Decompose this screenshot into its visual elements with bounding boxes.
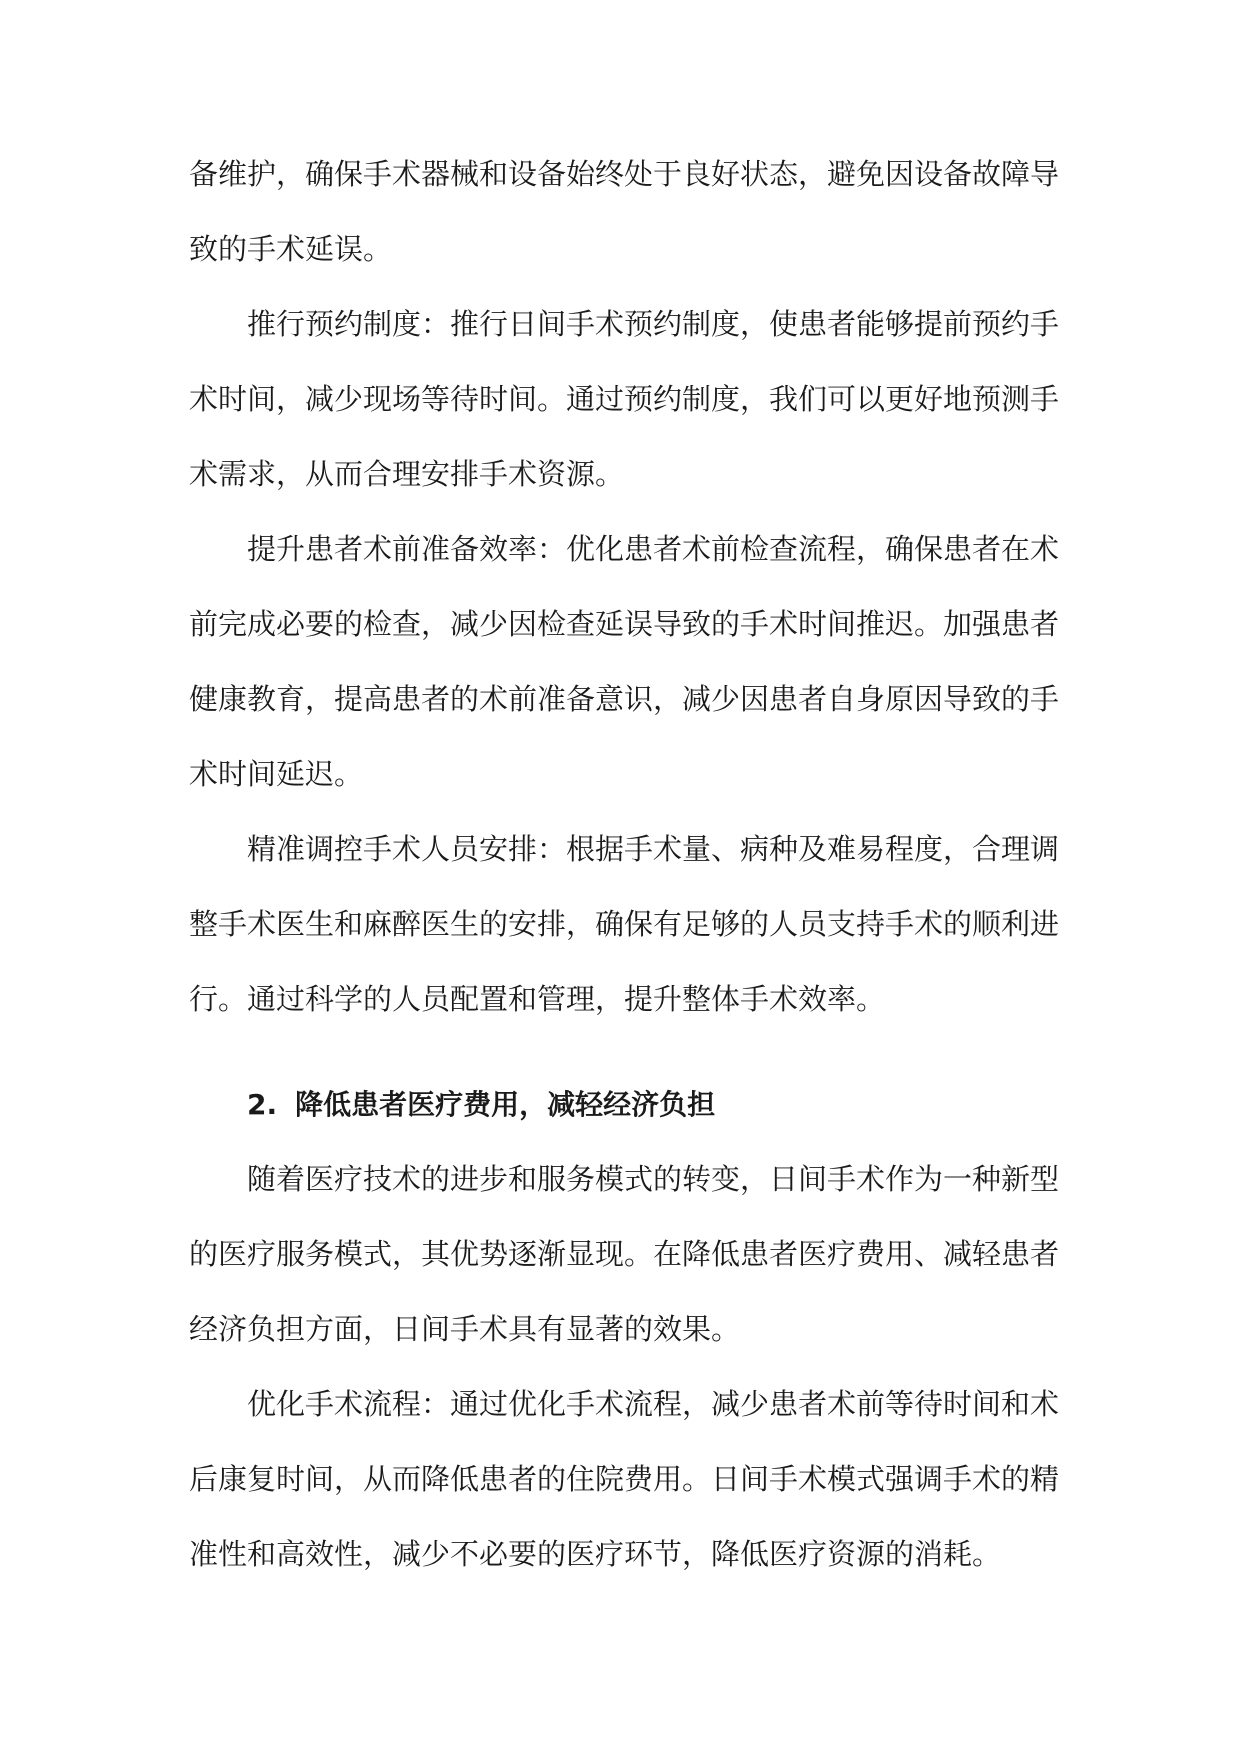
paragraph	[189, 812, 1059, 1037]
paragraph-line: 术时间，减少现场等待时间。通过预约制度，我们可以更好地预测手	[189, 382, 1060, 416]
paragraph-line: 备维护，确保手术器械和设备始终处于良好状态，避免因设备故障导	[189, 157, 1060, 191]
paragraph-line: 经济负担方面，日间手术具有显著的效果。	[189, 1312, 741, 1346]
paragraph	[189, 1367, 1059, 1592]
paragraph-line: 推行预约制度：推行日间手术预约制度，使患者能够提前预约手	[247, 307, 1060, 341]
paragraph-line: 随着医疗技术的进步和服务模式的转变，日间手术作为一种新型	[247, 1162, 1060, 1196]
paragraph-line: 后康复时间，从而降低患者的住院费用。日间手术模式强调手术的精	[189, 1462, 1060, 1496]
section-heading	[189, 1067, 1059, 1142]
document-page	[189, 137, 1059, 1592]
paragraph-line: 精准调控手术人员安排：根据手术量、病种及难易程度，合理调	[247, 832, 1060, 866]
paragraph-line: 术时间延迟。	[189, 757, 364, 791]
section-number: 2.	[247, 1088, 278, 1121]
paragraph	[189, 512, 1059, 812]
paragraph-line: 准性和高效性，减少不必要的医疗环节，降低医疗资源的消耗。	[189, 1537, 1002, 1571]
paragraph	[189, 1142, 1059, 1367]
paragraph-line: 整手术医生和麻醉医生的安排，确保有足够的人员支持手术的顺利进	[189, 907, 1060, 941]
paragraph-line: 前完成必要的检查，减少因检查延误导致的手术时间推迟。加强患者	[189, 607, 1060, 641]
section-title: 降低患者医疗费用，减轻经济负担	[295, 1088, 716, 1121]
paragraph-line: 优化手术流程：通过优化手术流程，减少患者术前等待时间和术	[247, 1387, 1060, 1421]
paragraph-line: 的医疗服务模式，其优势逐渐显现。在降低患者医疗费用、减轻患者	[189, 1237, 1060, 1271]
paragraph-line: 健康教育，提高患者的术前准备意识，减少因患者自身原因导致的手	[189, 682, 1060, 716]
paragraph	[189, 137, 1059, 287]
paragraph-line: 术需求，从而合理安排手术资源。	[189, 457, 625, 491]
paragraph-line: 提升患者术前准备效率：优化患者术前检查流程，确保患者在术	[247, 532, 1060, 566]
paragraph-line: 行。通过科学的人员配置和管理，提升整体手术效率。	[189, 982, 886, 1016]
paragraph-line: 致的手术延误。	[189, 232, 393, 266]
paragraph	[189, 287, 1059, 512]
